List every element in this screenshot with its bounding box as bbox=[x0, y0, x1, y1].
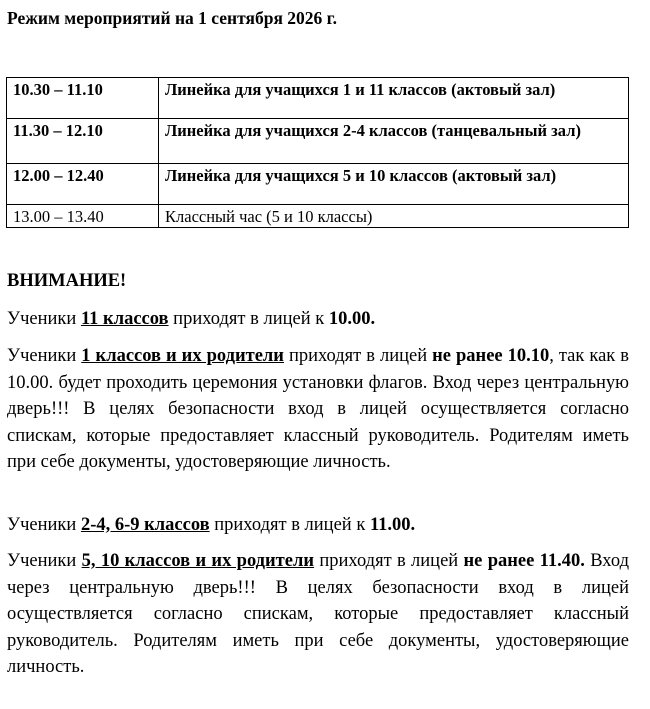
text: Ученики bbox=[7, 551, 82, 571]
emphasis-classes: 2-4, 6-9 классов bbox=[80, 515, 210, 535]
emphasis-time: 10.00. bbox=[328, 309, 376, 329]
time-cell: 11.30 – 12.10 bbox=[7, 119, 159, 164]
text: Вход через центральную дверь!!! В целях безопасности вход в лицей осуществляется согласно спискам, которые предоставляет классный руководитель. Родителям иметь при себе документы, удостоверяющие личность. bbox=[7, 551, 629, 677]
emphasis-classes: 1 классов и их родители bbox=[81, 346, 284, 366]
text: Ученики bbox=[7, 515, 81, 535]
text: Ученики bbox=[7, 309, 81, 329]
time-cell: 12.00 – 12.40 bbox=[7, 164, 159, 205]
time-cell: 10.30 – 11.10 bbox=[7, 78, 159, 119]
table-row bbox=[7, 164, 629, 205]
paragraph-grade-5-10 bbox=[7, 548, 629, 681]
emphasis-time: не ранее 11.40. bbox=[463, 551, 585, 571]
page-title: Режим мероприятий на 1 сентября 2026 г. bbox=[7, 8, 338, 28]
paragraph-grade-2-9 bbox=[7, 512, 629, 539]
table-row bbox=[7, 205, 629, 228]
text: приходят в лицей к bbox=[168, 309, 329, 329]
text: приходят в лицей к bbox=[209, 515, 370, 535]
event-cell: Линейка для учащихся 1 и 11 классов (актовый зал) bbox=[159, 78, 629, 119]
text: приходят в лицей bbox=[314, 551, 464, 571]
emphasis-time: не ранее 10.10 bbox=[432, 346, 550, 366]
text: приходят в лицей bbox=[283, 346, 433, 366]
emphasis-classes: 5, 10 классов и их родители bbox=[81, 551, 315, 571]
event-cell: Классный час (5 и 10 классы) bbox=[159, 205, 629, 228]
table-row bbox=[7, 78, 629, 119]
schedule-table bbox=[6, 77, 629, 228]
event-cell: Линейка для учащихся 5 и 10 классов (актовый зал) bbox=[159, 164, 629, 205]
table-row bbox=[7, 119, 629, 164]
event-cell: Линейка для учащихся 2-4 классов (танцевальный зал) bbox=[159, 119, 629, 164]
text: Ученики bbox=[7, 346, 82, 366]
time-cell: 13.00 – 13.40 bbox=[7, 205, 159, 228]
emphasis-classes: 11 классов bbox=[80, 309, 169, 329]
paragraph-grade-1 bbox=[7, 343, 629, 476]
paragraph-grade-11 bbox=[7, 306, 629, 333]
text: , так как в 10.00. будет проходить церемония установки флагов. Вход через центральную дверь!!! В целях безопасности вход в лицей осуществляется согласно спискам, которые предоставляет классный руководитель. Родителям иметь при себе документы, удостоверяющие личность. bbox=[7, 346, 630, 472]
emphasis-time: 11.00. bbox=[369, 515, 416, 535]
attention-heading: ВНИМАНИЕ! bbox=[7, 271, 127, 291]
